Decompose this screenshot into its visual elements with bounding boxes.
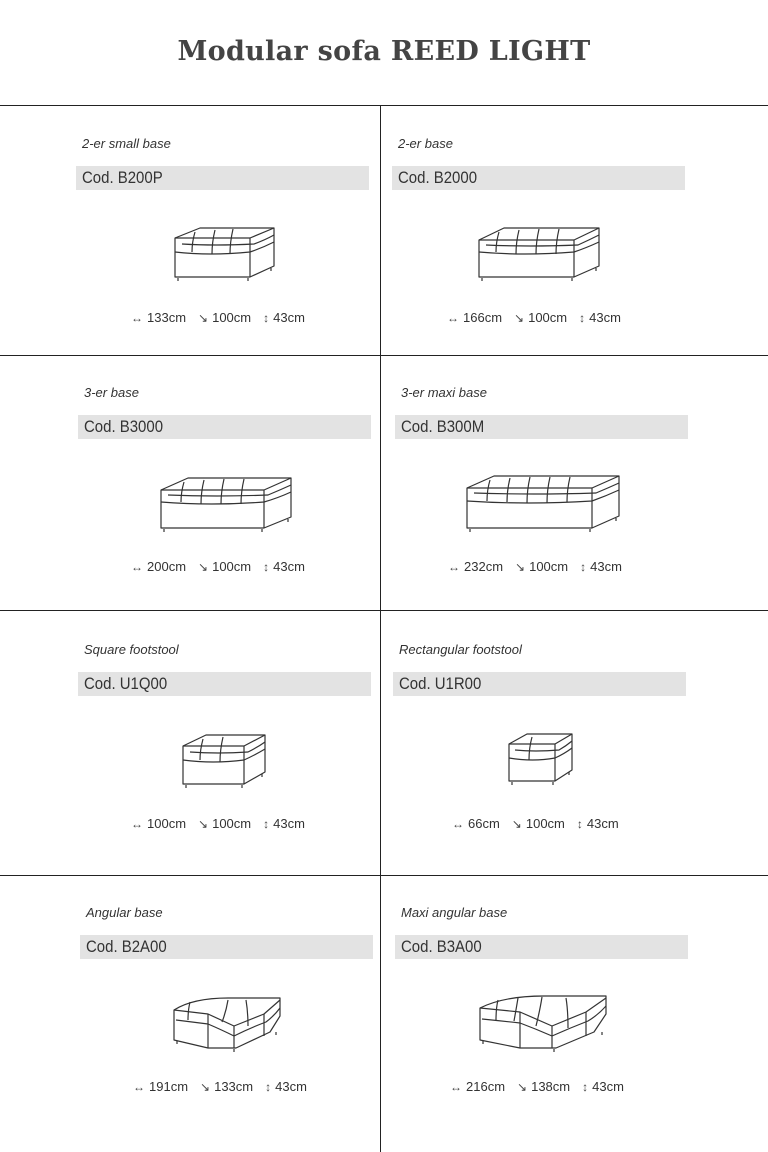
- left-right-arrow-icon: ↔: [133, 1079, 145, 1094]
- diagonal-arrow-icon: ↘: [517, 1079, 528, 1094]
- footstool-drawing-u1q00: [178, 730, 270, 790]
- left-right-arrow-icon: ↔: [131, 559, 143, 574]
- dimension-width: ↔ 191cm: [133, 1079, 189, 1094]
- product-name: 3-er maxi base: [401, 385, 487, 400]
- product-code: Cod. B2000: [398, 168, 478, 187]
- product-code-bar: [76, 166, 369, 190]
- divider: [0, 105, 768, 106]
- diagonal-arrow-icon: ↘: [514, 310, 525, 325]
- left-right-arrow-icon: ↔: [452, 816, 464, 831]
- dimension-height: ↕ 43cm: [576, 816, 619, 831]
- footstool-drawing-u1r00: [505, 730, 577, 786]
- sofa-drawing-b3a00: [474, 990, 614, 1052]
- product-name: Rectangular footstool: [399, 642, 522, 657]
- dimension-depth: ↘ 100cm: [198, 559, 252, 574]
- product-code: Cod. B3000: [84, 417, 164, 436]
- product-name: Angular base: [86, 905, 163, 920]
- product-code: Cod. U1R00: [399, 674, 482, 693]
- product-code: Cod. B2A00: [86, 937, 167, 956]
- sofa-drawing-b2000: [474, 222, 604, 282]
- divider: [0, 355, 768, 356]
- left-right-arrow-icon: ↔: [450, 1079, 462, 1094]
- dimension-width: ↔ 166cm: [447, 310, 503, 325]
- up-down-arrow-icon: ↕: [576, 816, 583, 831]
- dimension-width: ↔ 66cm: [452, 816, 500, 831]
- product-code-bar: [80, 935, 373, 959]
- up-down-arrow-icon: ↕: [263, 559, 270, 574]
- page-title: Modular sofa REED LIGHT: [177, 36, 591, 67]
- dimension-height: ↕ 43cm: [579, 310, 621, 325]
- dimension-depth: ↘ 100cm: [515, 559, 569, 574]
- sofa-drawing-b300m: [462, 470, 624, 534]
- product-name: 3-er base: [84, 385, 139, 400]
- dimension-height: ↕ 43cm: [580, 559, 622, 574]
- product-code-bar: [393, 672, 686, 696]
- dimension-width: ↔ 133cm: [131, 310, 187, 325]
- divider: [0, 875, 768, 876]
- dimension-width: ↔ 232cm: [448, 559, 504, 574]
- product-code: Cod. B300M: [401, 417, 485, 436]
- diagonal-arrow-icon: ↘: [200, 1079, 211, 1094]
- product-name: Maxi angular base: [401, 905, 508, 920]
- product-code-bar: [392, 166, 685, 190]
- product-code: Cod. B3A00: [401, 937, 482, 956]
- up-down-arrow-icon: ↕: [263, 310, 270, 325]
- dimension-height: ↕ 43cm: [263, 559, 305, 574]
- dimension-height: ↕ 43cm: [263, 310, 305, 325]
- dimension-depth: ↘ 100cm: [514, 310, 568, 325]
- up-down-arrow-icon: ↕: [582, 1079, 589, 1094]
- dimension-width: ↔ 100cm: [131, 816, 187, 831]
- sofa-drawing-b3000: [156, 472, 296, 534]
- dimension-depth: ↘ 138cm: [517, 1079, 571, 1094]
- dimension-height: ↕ 43cm: [263, 816, 305, 831]
- sofa-drawing-b200p: [170, 222, 280, 282]
- dimension-width: ↔ 216cm: [450, 1079, 506, 1094]
- diagonal-arrow-icon: ↘: [198, 310, 209, 325]
- left-right-arrow-icon: ↔: [131, 310, 143, 325]
- diagonal-arrow-icon: ↘: [198, 816, 209, 831]
- left-right-arrow-icon: ↔: [448, 559, 460, 574]
- product-name: 2-er base: [398, 136, 453, 151]
- left-right-arrow-icon: ↔: [447, 310, 459, 325]
- product-code: Cod. U1Q00: [84, 674, 168, 693]
- product-code-bar: [78, 672, 371, 696]
- up-down-arrow-icon: ↕: [263, 816, 270, 831]
- product-name: 2-er small base: [82, 136, 171, 151]
- product-code-bar: [395, 415, 688, 439]
- dimension-depth: ↘ 100cm: [198, 310, 252, 325]
- product-name: Square footstool: [84, 642, 179, 657]
- diagonal-arrow-icon: ↘: [515, 559, 526, 574]
- dimension-depth: ↘ 133cm: [200, 1079, 254, 1094]
- product-code: Cod. B200P: [82, 168, 163, 187]
- product-code-bar: [395, 935, 688, 959]
- diagonal-arrow-icon: ↘: [511, 816, 522, 831]
- divider: [0, 610, 768, 611]
- dimension-width: ↔ 200cm: [131, 559, 187, 574]
- up-down-arrow-icon: ↕: [580, 559, 587, 574]
- dimension-height: ↕ 43cm: [265, 1079, 307, 1094]
- dimension-depth: ↘ 100cm: [198, 816, 252, 831]
- dimension-depth: ↘ 100cm: [511, 816, 565, 831]
- product-code-bar: [78, 415, 371, 439]
- column-divider: [380, 105, 381, 1152]
- dimension-height: ↕ 43cm: [582, 1079, 624, 1094]
- up-down-arrow-icon: ↕: [265, 1079, 272, 1094]
- sofa-drawing-b2a00: [168, 992, 288, 1052]
- diagonal-arrow-icon: ↘: [198, 559, 209, 574]
- left-right-arrow-icon: ↔: [131, 816, 143, 831]
- up-down-arrow-icon: ↕: [579, 310, 586, 325]
